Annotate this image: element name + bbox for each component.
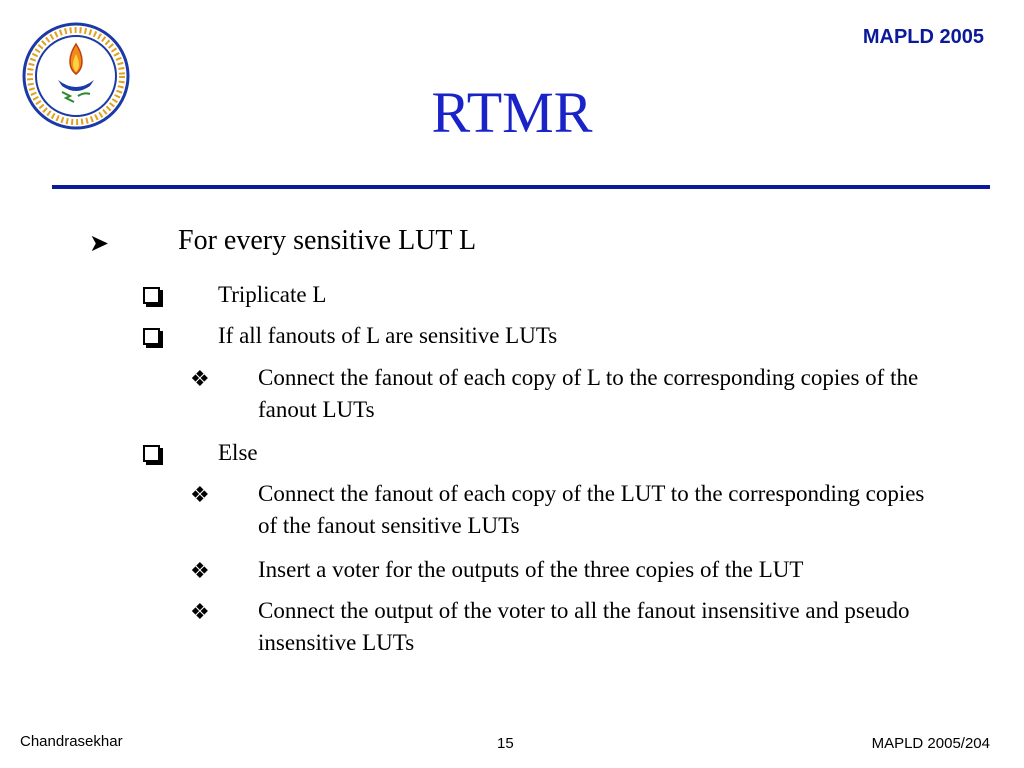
footer-author: Chandrasekhar (20, 733, 123, 750)
slide-title: RTMR (431, 80, 593, 145)
bullet-else-sub3: Connect the output of the voter to all the fanout insensitive and pseudo insensitive LUTs (258, 598, 910, 655)
diamond-bullet-icon: ❖ (190, 558, 210, 583)
square-bullet-icon (143, 445, 160, 462)
bullet-if-all: If all fanouts of L are sensitive LUTs (218, 323, 558, 348)
bullet-if-sub1: Connect the fanout of each copy of L to the corresponding copies of the fanout LUTs (258, 365, 919, 422)
arrow-bullet-icon: ➤ (89, 231, 110, 257)
diamond-bullet-icon: ❖ (190, 599, 210, 624)
bullet-triplicate: Triplicate L (218, 282, 327, 307)
bullet-else: Else (218, 440, 258, 465)
bullet-else-sub2: Insert a voter for the outputs of the three copies of the LUT (258, 557, 804, 582)
footer-reference: MAPLD 2005/204 (871, 735, 990, 752)
conference-label: MAPLD 2005 (862, 26, 984, 48)
diamond-bullet-icon: ❖ (190, 366, 210, 391)
bullet-else-sub1: Connect the fanout of each copy of the LUT to the corresponding copies of the fanout sensitive LUTs (258, 481, 925, 538)
title-rule (52, 185, 990, 189)
diamond-bullet-icon: ❖ (190, 482, 210, 507)
square-bullet-icon (143, 328, 160, 345)
footer-page-number: 15 (497, 735, 514, 752)
bullet-level1: For every sensitive LUT L (178, 225, 477, 256)
square-bullet-icon (143, 287, 160, 304)
